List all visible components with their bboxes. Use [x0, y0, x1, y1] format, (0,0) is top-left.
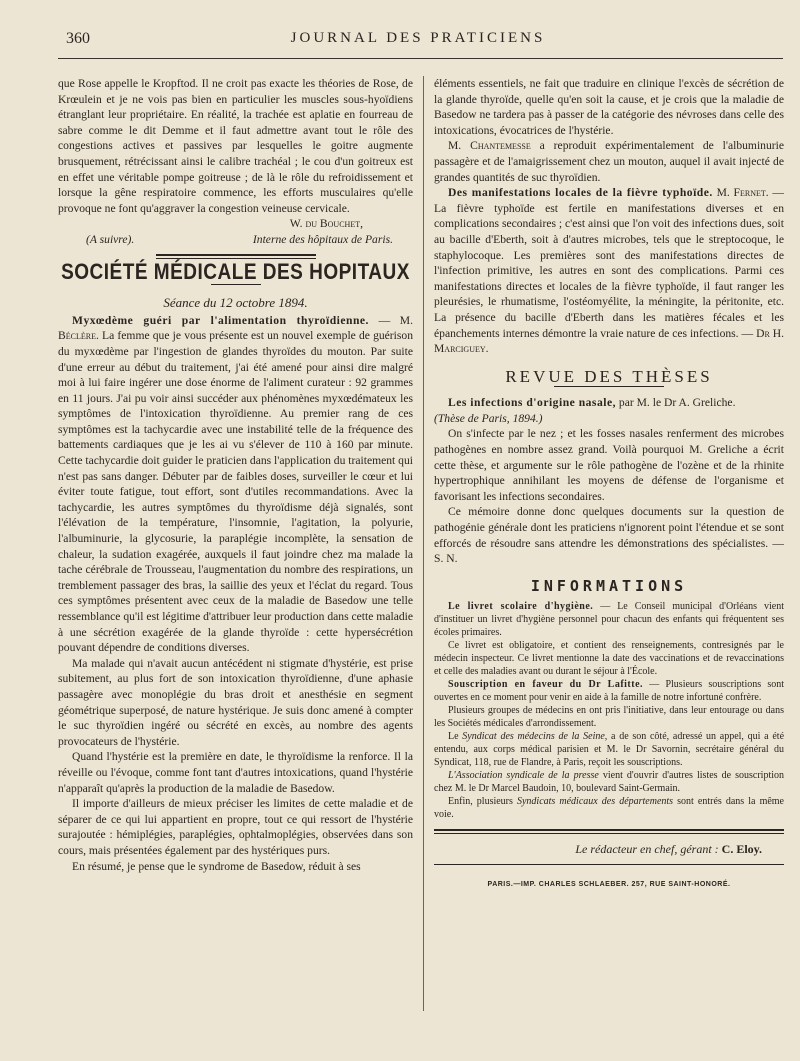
signature-row [58, 232, 413, 248]
article-author: M. Béclère. [58, 313, 413, 343]
end-rule [434, 829, 784, 831]
article-heading: Myxœdème guéri par l'alimentation thyroïdienne. [72, 313, 369, 327]
paragraph: En résumé, je pense que le syndrome de Basedow, réduit à ses [72, 859, 361, 873]
article-author: par M. le Dr A. Greliche. [618, 396, 736, 410]
article-heading: Souscription en faveur du Dr Lafitte. [448, 679, 644, 691]
paragraph: — La fièvre typhoïde est fertile en manifestations diverses et en complications secondaires ; c'est ainsi que l'on voit des infections dues, soit au bacille d'Eberth, soit à d'autres microbes, tels que le streptocoque, le staphylocoque. Les premières sont des manifestations directes de l'infection primitive, les autres en sont des complications. Parmi ces manifestations directes et locales de la fièvre typhoïde, il faut ranger les pleurésies, le rhumatisme, l'ostéomyélite, la méningite, la péritonite, etc. La présence du bacille d'Eberth dans les matières fécales et les épanchements internes démontre la vraie nature de ces infections. [434, 186, 784, 340]
article-heading: Les infections d'origine nasale, [448, 396, 617, 410]
author-signature: W. du Bouchet, [289, 217, 363, 231]
paragraph: Ma malade qui n'avait aucun antécédent ni stigmate d'hystérie, est prise subitement, au plus fort de son intoxication thyroïdienne, d'une aphasie passagère avec monoplégie du bras droit et anesthésie en segment géométrique superposé, de nature hystérique. Je suis donc amené à compter le suc thyroïdien ingéré ou sécrété en excès, au nombre des agents provocateurs de l'hystérie. [58, 656, 413, 748]
author-title: Interne des hôpitaux de Paris. [252, 232, 393, 246]
article-author: M. Chantemesse [448, 139, 531, 153]
paragraph: que Rose appelle le Kropftod. Il ne croit pas exacte les théories de Rose, de Krœulein et je ne vois pas bien en particulier les muscles sous-hyoïdiens étranglant leur propriétaire. En réalité, la trachée est aplatie en fourreau de sabre comme le dit Demme et il faut admettre avant tout le rôle des congestions actives et passives par lesquelles le goitre augmente brusquement, rétrécissant ainsi le calibre trachéal ; le cou d'un goitreux est en effet une véritable pompe goitreuse ; de là le rôle du refroidissement et lorsque la gêne respiratoire commence, les efforts musculaires qu'elle provoque ne font qu'aggraver la congestion veineuse cervicale. [58, 77, 413, 215]
section-rule [156, 254, 316, 256]
section-title: REVUE DES THÈSES [505, 366, 713, 386]
paragraph: a de son côté, adressé un appel, qui a été entendu, aux corps médical parisien et M. le Dr Savornin, secrétaire général du Syndicat, 118, rue de Flandre, à Paris, reçoit les souscriptions. [434, 731, 785, 769]
paragraph: éléments essentiels, ne fait que traduire en clinique l'excès de sécrétion de la glande thyroïde, quelle qu'en soit la cause, et je crois que la maladie de Basedow ne tardera pas à passer de la catégorie des névroses dans celle des intoxications, évocatrices de l'hystérie. [434, 77, 784, 137]
article-author: M. Fernet. [716, 186, 769, 200]
end-rule [434, 864, 784, 865]
page-number: 360 [66, 30, 90, 47]
syndicate-name: Syndicats médicaux des départements [516, 796, 674, 808]
article-signature: — Dr H. Marciguey. [434, 326, 784, 356]
printer-imprint: PARIS.—IMP. CHARLES SCHLAEBER. 257, RUE SAINT-HONORÉ. [487, 881, 731, 888]
paragraph: Ce mémoire donne donc quelques documents sur la question de pathogénie générale dont les praticiens n'ignorent point l'étendue et se sont efforcés de résoudre sans attendre les démonstrations des spécialistes. — S. N. [434, 505, 784, 566]
left-column: que Rose appelle le Kropftod. Il ne croit pas exacte les théories de Rose, de Krœulein et je ne vois pas bien en particulier les muscles sous-hyoïdiens étranglant leur propriétaire. En réalité, la trachée est aplatie en fourreau de sabre comme le dit Demme et il faut admettre avant tout le rôle des congestions actives et passives par lesquelles le goitre augmente brusquement, rétrécissant ainsi le calibre trachéal ; le cou d'un goitreux est en effet une véritable pompe goitreuse ; de là le rôle du refroidissement et lorsque la gêne respiratoire commence, les efforts musculaires qu'elle provoque ne font qu'aggraver la congestion veineuse cervicale. W. du Bouchet, (A suivre). Interne des hôpitaux de Paris. SOCIÉTÉ MÉDICALE DES HOPITAUX Séance du 12 octobre 1894. Myxœdème guéri par l'alimentation thyroïdienne. — M. Béclère. La femme que je vous présente est un nouvel exemple de guérison du myxœdème par l'ingestion de glandes thyroïdes du mouton. Par suite d'une erreur au début du traitement, j'ai été amené pour ainsi dire malgré moi à lui faire ingérer une dose énorme de l'aliment curateur : 92 grammes en 11 jours. J'ai pu voir ainsi succéder aux phénomènes myxœdémateux les symptômes de l'intoxication thyroïdienne. Au premier rang de ces symptômes est la tachycardie avec une instabilité telle de la fréquence des battements cardiaques que je les ai vu s'élever de 110 à 160 par minute. Cette tachycardie doit guider le praticien dans l'application du traitement qui n'est pas sans danger. Débuter par de faibles doses, surveiller le cœur et lui éviter toute fatigue, tout effort, sont d'utiles recommandations. Avec la tachycardie, les autres symptômes du thyroïdisme déjà signalés, sont l'élévation de la température, l'insomnie, l'agitation, la polyurie, l'albuminurie, la glycosurie, la paraplégie incomplète, la sensation de chaleur, la sudation exagérée, auxquels il faut joindre chez ma malade la tache cérébrale de Trousseau, l'augmentation du nombre des respirations, un tremblement passager des bras, la saillie des yeux et l'éclat du regard. Tous ces symptômes présentent avec ceux de la maladie de Basedow une telle ressemblance qu'il est légitime d'attribuer leur production dans cette maladie à une sécrétion exagérée de la glande thyroïde : cette hypersécrétion pouvant dépendre de conditions diverses. Ma malade qui n'avait aucun antécédent ni stigmate d'hystérie, est prise subitement, au plus fort de son intoxication thyroïdienne, d'une aphasie passagère avec monoplégie du bras droit et anesthésie en segment géométrique superposé, de nature hystérique. Je suis donc amené à compter le suc thyroïdien ingéré ou sécrété en excès, au nombre des agents provocateurs de l'hystérie. Quand l'hystérie est la première en date, le thyroïdisme la renforce. Il la réveille ou l'évoque, comme font tant d'autres intoxications, quand l'hystérie n'apparaît qu'après la production de la maladie de Basedow. Il importe d'ailleurs de mieux préciser les limites de cette maladie et de séparer de ce qui lui appartient en propre, tout ce qui ressort de l'hystérie surajoutée : hémiplégies, paraplégies, ophtalmoplégies, observées dans son cours, mais présentées également par des hystériques purs. En résumé, je pense que le syndrome de Basedow, réduit à ses [58, 77, 413, 873]
paragraph: Quand l'hystérie est la première en date, le thyroïdisme la renforce. Il la réveille ou l'évoque, comme font tant d'autres intoxications, quand l'hystérie n'apparaît qu'après la production de la maladie de Basedow. [58, 750, 413, 795]
editor-name: C. Eloy. [721, 842, 762, 857]
section-title: INFORMATIONS [530, 576, 688, 595]
paragraph-fragment: Le [448, 731, 459, 743]
association-name: L'Association syndicale de la presse [448, 770, 599, 782]
column-divider [423, 76, 424, 1011]
paragraph-fragment: Enfin, plusieurs [448, 796, 513, 808]
thesis-reference: (Thèse de Paris, 1894.) [434, 411, 543, 425]
section-rule [156, 258, 316, 259]
editor-label: Le rédacteur en chef, gérant : [575, 842, 719, 857]
paragraph: On s'infecte par le nez ; et les fosses nasales renferment des microbes pathogènes en nombre assez grand. Voilà pourquoi M. Greliche a écrit cette thèse, et argumente sur le rôle pathogène de l'ozène et de la rhinite hypertrophique annihilant les moyens de défense de l'organisme et favorisant les infections secondaires. [434, 427, 784, 503]
editor-line [434, 842, 762, 858]
paragraph: a reproduit expérimentalement de l'albuminurie passagère et de l'amaigrissement chez un mouton, auquel il avait injecté de grandes quantités de suc thyroïdien. [434, 139, 784, 184]
paragraph: La femme que je vous présente est un nouvel exemple de guérison du myxœdème par l'ingestion de glandes thyroïdes du mouton. Par suite d'une erreur au début du traitement, j'ai été amené pour ainsi dire malgré moi à lui faire ingérer une dose énorme de l'aliment curateur : 92 grammes en 11 jours. J'ai pu voir ainsi succéder aux phénomènes myxœdémateux les symptômes de l'intoxication thyroïdienne. Au premier rang de ces symptômes est la tachycardie avec une instabilité telle de la fréquence des battements cardiaques que je les ai vu s'élever de 110 à 160 par minute. Cette tachycardie doit guider le praticien dans l'application du traitement qui n'est pas sans danger. Débuter par de faibles doses, surveiller le cœur et lui éviter toute fatigue, tout effort, sont d'utiles recommandations. Avec la tachycardie, les autres symptômes du thyroïdisme déjà signalés, sont l'élévation de la température, l'insomnie, l'agitation, la polyurie, l'albuminurie, la glycosurie, la paraplégie incomplète, la sensation de chaleur, la sudation exagérée, auxquels il faut joindre chez ma malade la tache cérébrale de Trousseau, l'augmentation du nombre des respirations, un tremblement passager des bras, la saillie des yeux et l'éclat du regard. Tous ces symptômes présentent avec ceux de la maladie de Basedow une telle ressemblance qu'il est légitime d'attribuer leur production dans cette maladie à une sécrétion exagérée de la glande thyroïde : cette hypersécrétion pouvant dépendre de conditions diverses. [58, 329, 413, 655]
to-be-continued: (A suivre). [86, 232, 135, 246]
page-header [58, 30, 778, 52]
paragraph: — Plusieurs souscriptions sont ouvertes en ce moment pour venir en aide à la famille de notre infortuné confrère. [434, 679, 785, 704]
session-date: Séance du 12 octobre 1894. [163, 295, 308, 311]
journal-title: JOURNAL DES PRATICIENS [290, 30, 546, 46]
paragraph: Il importe d'ailleurs de mieux préciser les limites de cette maladie et de séparer de ce qui lui appartient en propre, tout ce qui ressort de l'hystérie surajoutée : hémiplégies, paraplégies, ophtalmoplégies, observées dans son cours, mais présentées également par des hystériques purs. [58, 797, 413, 857]
paragraph: sont entrés dans la même voie. [434, 796, 784, 821]
section-title: SOCIÉTÉ MÉDICALE DES HOPITAUX [61, 259, 410, 285]
header-rule [58, 58, 783, 59]
paragraph: vient d'ouvrir d'autres listes de souscription chez M. le Dr Marcel Baudoin, 10, boulevard Saint-Germain. [434, 770, 785, 795]
paragraph: — Le Conseil municipal d'Orléans vient d'instituer un livret d'hygiène personnel pour chacun des enfants qui fréquentent ses écoles primaires. [434, 601, 784, 639]
syndicate-name: Syndicat des médecins de la Seine, [462, 731, 608, 743]
article-heading: Le livret scolaire d'hygiène. [448, 601, 594, 613]
paragraph: Plusieurs groupes de médecins en ont pris l'initiative, dans leur entourage ou dans les Sociétés médicales d'arrondissement. [434, 705, 784, 730]
end-rule [434, 833, 784, 834]
paragraph: Ce livret est obligatoire, et contient des renseignements, contresignés par le médecin inspecteur. Ce livret mentionne la date des vaccinations et de revaccinations et celle des maladies avant ou durant le séjour à l'École. [434, 640, 784, 678]
right-column [434, 76, 784, 893]
article-heading: Des manifestations locales de la fièvre typhoïde. [448, 186, 713, 200]
